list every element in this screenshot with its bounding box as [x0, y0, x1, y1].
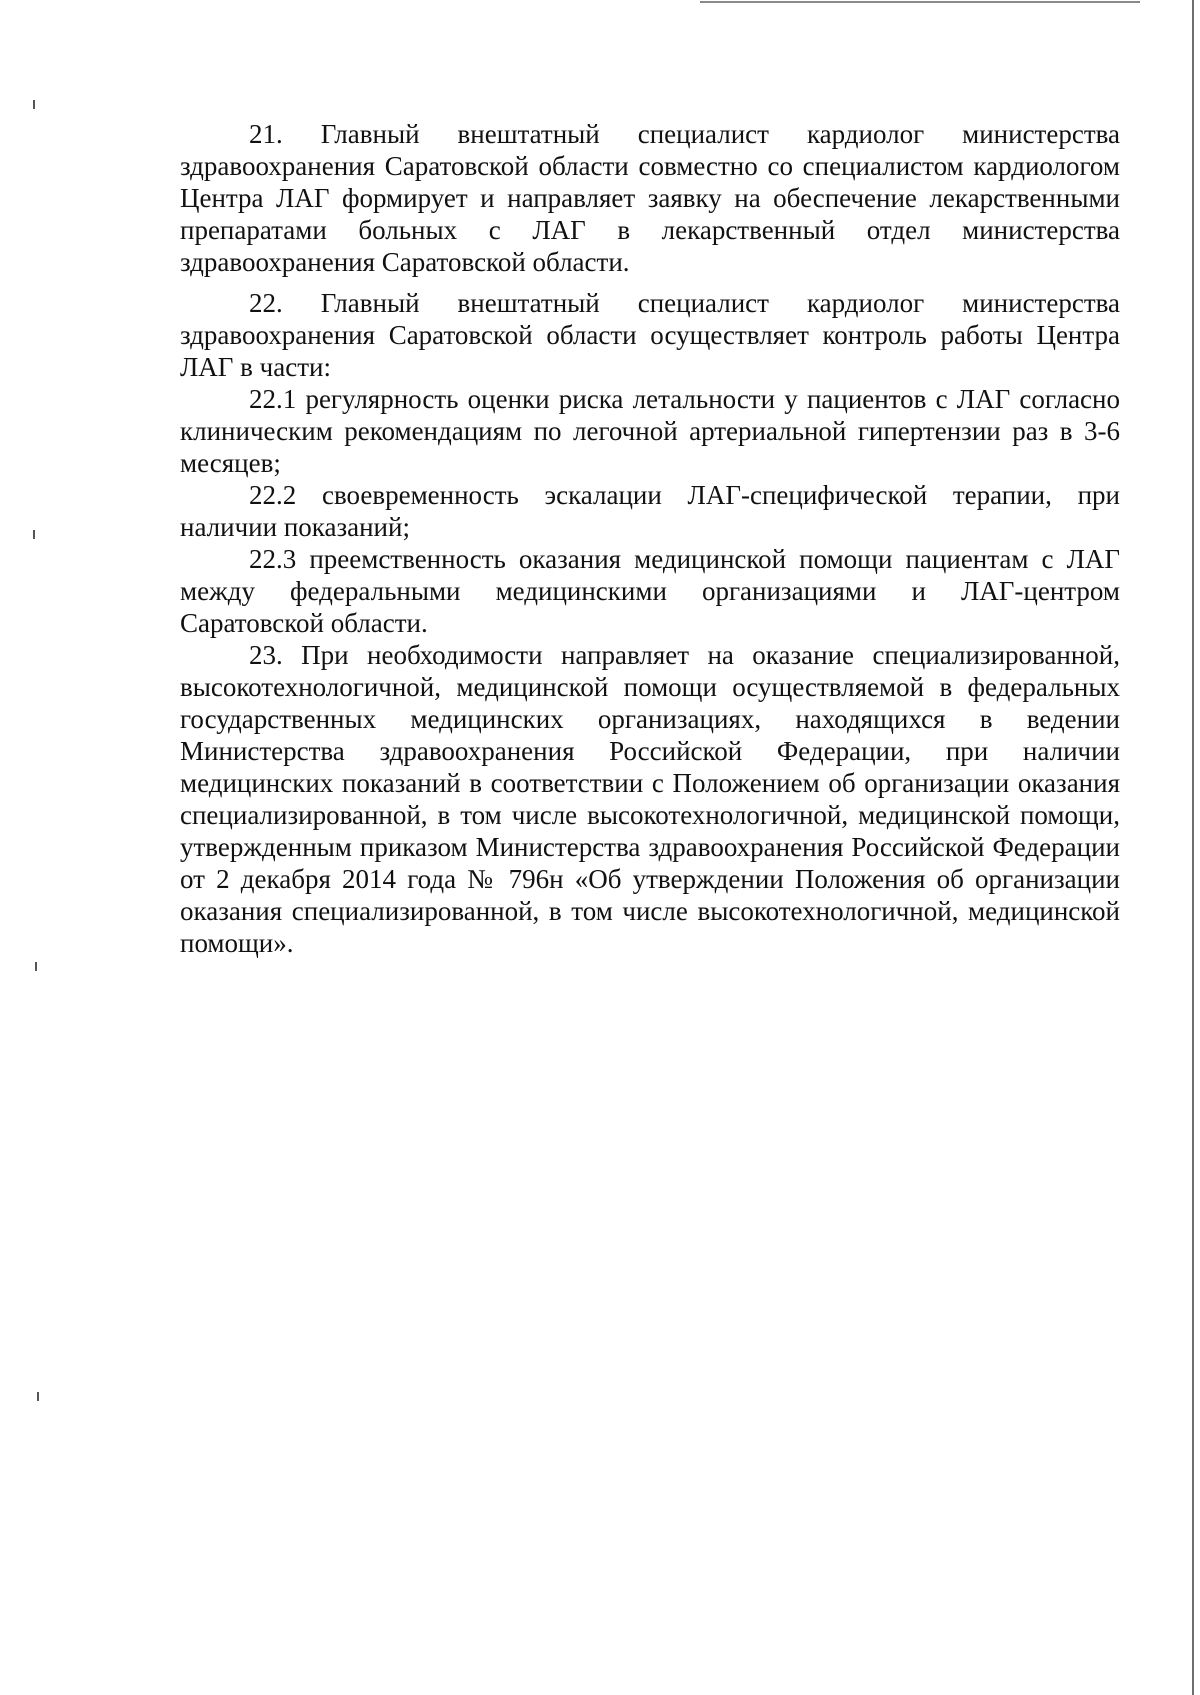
paragraph-23: 23. При необходимости направляет на оказание специализированной, высокотехнологичной, медицинской помощи осуществляемой в федеральных государственных медицинских организациях, находящихся в ведении Министерства здравоохранения Российской Федерации, при наличии медицинских показаний в соответствии с Положением об организации оказания специализированной, в том числе высокотехнологичной, медицинской помощи, утвержденным приказом Министерства здравоохранения Российской Федерации от 2 декабря 2014 года № 796н «Об утверждении Положения об организации оказания специализированной, в том числе высокотехнологичной, медицинской помощи». [180, 640, 1120, 958]
paragraph-22: 22. Главный внештатный специалист кардиолог министерства здравоохранения Саратовской области осуществляет контроль работы Центра ЛАГ в части: [180, 288, 1120, 382]
document-body [180, 118, 1120, 959]
paragraph-22-3: 22.3 преемственность оказания медицинской помощи пациентам с ЛАГ между федеральными медицинскими организациями и ЛАГ-центром Саратовской области. [180, 544, 1120, 638]
paragraph-21: 21. Главный внештатный специалист кардиолог министерства здравоохранения Саратовской области совместно со специалистом кардиологом Центра ЛАГ формирует и направляет заявку на обеспечение лекарственными препаратами больных с ЛАГ в лекарственный отдел министерства здравоохранения Саратовской области. [180, 119, 1120, 277]
paragraph-22-2: 22.2 своевременность эскалации ЛАГ-специфической терапии, при наличии показаний; [180, 480, 1120, 542]
scan-speck [37, 1392, 39, 1401]
paragraph-22-1: 22.1 регулярность оценки риска летальности у пациентов с ЛАГ согласно клиническим рекомендациям по легочной артериальной гипертензии раз в 3-6 месяцев; [180, 384, 1120, 478]
scan-speck [35, 962, 37, 971]
scan-edge-right [1192, 0, 1194, 1695]
scan-speck [33, 530, 35, 539]
scan-edge-top [700, 1, 1140, 3]
scan-speck [33, 100, 35, 109]
